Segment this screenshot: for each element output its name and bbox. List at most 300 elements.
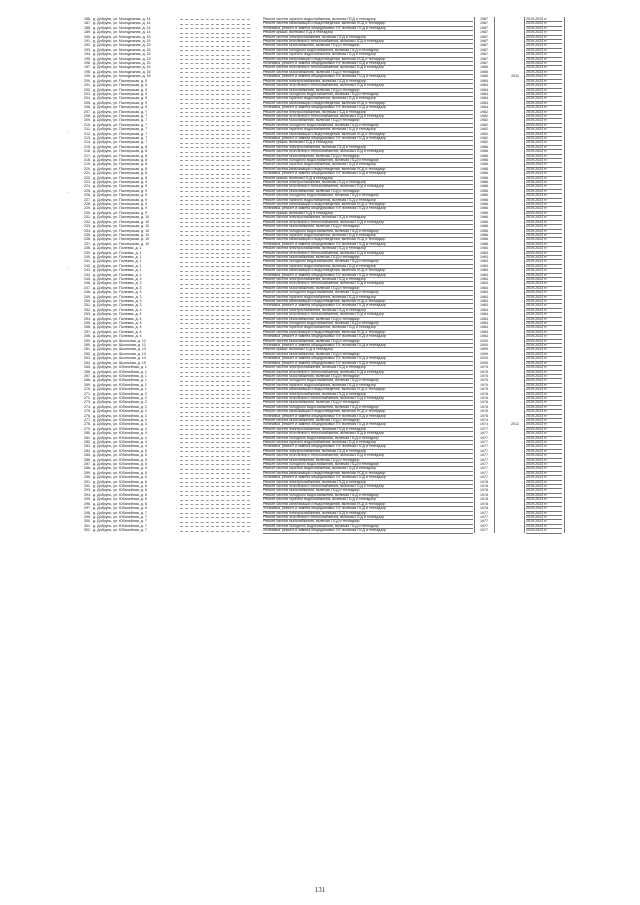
row-blank-field — [180, 65, 250, 68]
row-planned-period: 2019-2023 гг. — [526, 132, 562, 137]
row-address: д. Добрунь, ул. Юбилейная, д. 2 — [93, 413, 147, 418]
row-work-type: Ремонт систем канализации и водоотведения, включая ПСД и технадзор — [263, 21, 473, 26]
row-work-type: Ремонт систем канализации и водоотведения, включая ПСД и технадзор — [263, 409, 473, 414]
row-number: 186. — [84, 17, 91, 21]
row-build-year: 1983 — [480, 281, 488, 286]
row-address: д. Добрунь, ул. Полевая, д. 4 — [93, 316, 142, 321]
row-address: д. Добрунь, ул. Молодежная, д. 15 — [93, 43, 151, 48]
row-build-year: 1983 — [480, 259, 488, 264]
row-work-type: Ремонт систем газоснабжения, включая ПСД и технадзор — [263, 400, 473, 405]
row-blank-field — [180, 229, 250, 232]
row-address: д. Добрунь, ул. Молодежная, д. 16 — [93, 65, 151, 70]
row-planned-period: 2019-2023 гг. — [526, 409, 562, 414]
row-planned-period: 2019-2023 гг. — [526, 171, 562, 176]
row-blank-field — [180, 140, 250, 143]
row-blank-field — [180, 176, 250, 179]
row-address: д. Добрунь, ул. Полевая, д. 3 — [93, 303, 142, 308]
row-address: д. Добрунь, ул. Полевая, д. 1 — [93, 246, 142, 251]
row-build-year: 1977 — [480, 426, 488, 431]
row-address: д. Добрунь, ул. Полевая, д. 4 — [93, 312, 142, 317]
row-work-type: Ремонт систем горячего водоснабжения, включая ПСД и технадзор — [263, 233, 473, 238]
row-number: 224. — [84, 184, 91, 189]
row-address: д. Добрунь, ул. Юбилейная, д. 6 — [93, 497, 147, 502]
row-work-type: Ремонт систем горячего водоснабжения, включая ПСД и технадзор — [263, 295, 473, 300]
row-number: 297. — [84, 506, 91, 511]
row-blank-field — [180, 436, 250, 439]
row-number: 188. — [84, 25, 91, 30]
row-address: д. Добрунь, ул. Полевая, д. 1 — [93, 254, 142, 259]
row-blank-field — [180, 396, 250, 399]
row-build-year: 1984 — [480, 100, 488, 105]
row-planned-period: 2019-2023 гг. — [526, 215, 562, 220]
row-blank-field — [180, 105, 250, 108]
row-number: 302. — [84, 528, 91, 533]
row-work-type: Ремонт систем отопления и теплоснабжения, включая ПСД и технадзор — [263, 114, 473, 119]
row-build-year: 1983 — [480, 263, 488, 268]
row-address: д. Добрунь, ул. Юбилейная, д. 6 — [93, 484, 147, 489]
row-number: 228. — [84, 202, 91, 207]
row-address: д. Добрунь, ул. Юбилейная, д. 7 — [93, 519, 147, 524]
row-planned-period: 2019-2023 гг. — [526, 39, 562, 44]
row-planned-period: 2019-2023 гг. — [526, 361, 562, 366]
row-address: д. Добрунь, ул. Пионерская, д. 10 — [93, 215, 150, 220]
row-number: 201. — [84, 83, 91, 88]
row-work-type: Ремонт систем отопления и теплоснабжения, включая ПСД и технадзор — [263, 184, 473, 189]
row-build-year: 1984 — [480, 316, 488, 321]
row-address: д. Добрунь, ул. Юбилейная, д. 5 — [93, 470, 147, 475]
row-blank-field — [180, 114, 250, 117]
row-planned-period: 2019-2023 гг. — [526, 110, 562, 115]
row-blank-field — [180, 427, 250, 430]
row-planned-period: 2019-2023 гг. — [526, 431, 562, 436]
row-blank-field — [180, 92, 250, 95]
row-build-year: 1977 — [480, 462, 488, 467]
row-work-type: Ремонт систем газоснабжения, включая ПСД и технадзор — [263, 70, 473, 75]
row-address: д. Добрунь, ул. Полевая, д. 4 — [93, 334, 142, 339]
row-blank-field — [180, 281, 250, 284]
row-planned-period: 2019-2023 гг. — [526, 422, 562, 427]
row-blank-field — [180, 206, 250, 209]
row-planned-period: 2019-2023 гг. — [526, 493, 562, 498]
row-planned-period: 2019-2023 гг. — [526, 105, 562, 110]
row-planned-period: 2019-2023 гг. — [526, 330, 562, 335]
row-build-year: 1977 — [480, 470, 488, 475]
row-build-year: 1986 — [480, 149, 488, 154]
row-planned-period: 2019-2023 гг. — [526, 281, 562, 286]
row-planned-period: 2019-2023 гг. — [526, 511, 562, 516]
row-number: 285. — [84, 453, 91, 458]
row-blank-field — [180, 352, 250, 355]
row-number: 227. — [84, 197, 91, 202]
row-build-year: 1975 — [480, 387, 488, 392]
row-planned-period: 2019-2023 гг. — [526, 286, 562, 291]
row-blank-field — [180, 480, 250, 483]
row-build-year: 1984 — [480, 91, 488, 96]
row-build-year: 1978 — [480, 484, 488, 489]
row-build-year: 1985 — [480, 69, 488, 74]
row-planned-period: 2019-2023 гг. — [526, 308, 562, 313]
row-address: д. Добрунь, ул. Пионерская, д. 5 — [93, 100, 148, 105]
row-planned-period: 2019-2023 гг. — [526, 524, 562, 529]
row-planned-period: 2019-2023 гг. — [526, 436, 562, 441]
row-blank-field — [180, 52, 250, 55]
row-work-type: Ремонт систем канализации и водоотведения, включая ПСД и технадзор — [263, 167, 473, 172]
row-blank-field — [180, 39, 250, 42]
row-planned-period: 2019-2023 гг. — [526, 458, 562, 463]
row-blank-field — [180, 466, 250, 469]
row-address: д. Добрунь, ул. Пионерская, д. 8 — [93, 175, 148, 180]
row-build-year: 1986 — [480, 158, 488, 162]
row-work-type: Ремонт систем горячего водоснабжения, включая ПСД и технадзор — [263, 17, 473, 22]
row-address: д. Добрунь, ул. Юбилейная, д. 1 — [93, 387, 147, 392]
row-planned-period: 2019-2023 гг. — [526, 418, 562, 423]
row-planned-period: 2019-2023 гг. — [526, 26, 562, 31]
row-work-type: Ремонт систем газоснабжения, включая ПСД и технадзор — [263, 118, 473, 123]
row-address: д. Добрунь, ул. Молодежная, д. 15 — [93, 61, 151, 66]
row-build-year: 2000 — [480, 343, 488, 348]
row-planned-period: 2019-2023 гг. — [526, 427, 562, 432]
row-number: 300. — [84, 519, 91, 524]
row-blank-field — [180, 462, 250, 465]
row-blank-field — [180, 497, 250, 500]
row-work-type: Ремонт систем газоснабжения, включая ПСД и технадзор — [263, 224, 473, 229]
row-blank-field — [180, 290, 250, 293]
row-planned-period: 2019-2023 гг. — [526, 264, 562, 269]
row-address: д. Добрунь, ул. Юбилейная, д. 2 — [93, 404, 147, 409]
row-number: 270. — [84, 387, 91, 392]
row-planned-period: 2019-2023 гг. — [526, 154, 562, 159]
row-work-type: Ремонт крыши, включая ПСД и технадзор — [263, 30, 473, 35]
row-number: 203. — [84, 91, 91, 96]
row-blank-field — [180, 400, 250, 403]
row-address: д. Добрунь, ул. Молодежная, д. 15 — [93, 52, 151, 57]
row-address: д. Добрунь, ул. Пионерская, д. 8 — [93, 162, 148, 167]
row-work-type: Ремонт систем горячего водоснабжения, включая ПСД и технадзор — [263, 383, 473, 388]
row-planned-period: 2019-2023 гг. — [526, 400, 562, 405]
row-number: 194. — [84, 52, 91, 57]
row-work-type: Ремонт систем газоснабжения, включая ПСД и технадзор — [263, 255, 473, 260]
row-address: д. Добрунь, ул. Юбилейная, д. 6 — [93, 501, 147, 506]
row-work-type: Ремонт систем электроснабжения, включая ПСД и технадзор — [263, 511, 473, 516]
row-build-year: 1975 — [480, 369, 488, 374]
row-planned-period: 2019-2023 гг. — [526, 440, 562, 445]
row-work-type: Ремонт систем отопления и теплоснабжения, включая ПСД и технадзор — [263, 484, 473, 489]
row-blank-field — [180, 211, 250, 214]
row-blank-field — [180, 308, 250, 311]
row-planned-period: 2019-2023 гг. — [526, 396, 562, 401]
row-number: 251. — [84, 303, 91, 308]
row-planned-period: 2019-2023 гг. — [526, 259, 562, 264]
row-build-year: 1987 — [480, 21, 488, 26]
row-work-type: Ремонт систем горячего водоснабжения, включая ПСД и технадзор — [263, 325, 473, 330]
row-address: д. Добрунь, ул. Юбилейная, д. 1 — [93, 382, 147, 387]
register-table — [80, 17, 580, 533]
row-build-year: 1986 — [480, 153, 488, 158]
row-address: д. Добрунь, ул. Полевая, д. 3 — [93, 285, 142, 290]
row-planned-period: 2019-2023 гг. — [526, 502, 562, 507]
row-build-year: 1977 — [480, 444, 488, 449]
row-work-type: Ремонт систем газоснабжения, включая ПСД и технадзор — [263, 43, 473, 48]
row-address: д. Добрунь, ул. Пионерская, д. 9 — [93, 188, 148, 193]
row-build-year: 1986 — [480, 171, 488, 176]
row-number: 257. — [84, 329, 91, 334]
row-address: д. Добрунь, ул. Полевая, д. 3 — [93, 299, 142, 303]
row-work-type: Ремонт систем газоснабжения, включая ПСД и технадзор — [263, 418, 473, 423]
row-address: д. Добрунь, ул. Полевая, д. 1 — [93, 259, 142, 264]
row-number: 202. — [84, 87, 91, 92]
row-number: 268. — [84, 378, 91, 383]
row-build-year: 1986 — [480, 228, 488, 233]
row-blank-field — [180, 312, 250, 315]
row-work-type: Ремонт систем горячего водоснабжения, включая ПСД и технадзор — [263, 497, 473, 502]
row-blank-field — [180, 268, 250, 271]
row-blank-field — [180, 392, 250, 395]
row-address: д. Добрунь, ул. Полевая, д. 3 — [93, 276, 142, 281]
row-number: 265. — [84, 365, 91, 370]
row-planned-period: 2019-2023 гг. — [526, 515, 562, 520]
row-work-type: Установка, ремонт и замена общедомовых ПУ, включая ПСД и технадзор — [263, 334, 473, 339]
row-number: 193. — [84, 47, 91, 52]
row-number: 197. — [84, 65, 91, 70]
row-build-year: 1976 — [480, 391, 488, 396]
row-number: 215. — [84, 144, 91, 149]
row-address: д. Добрунь, ул. Полевая, д. 3 — [93, 294, 142, 299]
row-work-type: Ремонт систем электроснабжения, включая ПСД и технадзор — [263, 480, 473, 485]
row-blank-field — [180, 449, 250, 452]
row-blank-field — [180, 215, 250, 218]
row-blank-field — [180, 96, 250, 99]
row-blank-field — [180, 180, 250, 183]
row-number: 234. — [84, 228, 91, 233]
row-number: 245. — [84, 276, 91, 281]
row-number: 210. — [84, 122, 91, 127]
row-planned-period: 2019-2023 гг. — [526, 74, 562, 79]
row-work-type: Ремонт систем канализации и водоотведения, включая ПСД и технадзор — [263, 330, 473, 335]
row-planned-period: 2019-2023 гг. — [526, 65, 562, 70]
row-build-year: 1987 — [480, 30, 488, 35]
row-work-type: Установка, ремонт и замена общедомовых ПУ, включая ПСД и технадзор — [263, 528, 473, 533]
row-address: д. Добрунь, ул. Полевая, д. 3 — [93, 281, 142, 286]
row-number: 263. — [84, 356, 91, 361]
row-work-type: Ремонт систем электроснабжения, включая ПСД и технадзор — [263, 180, 473, 185]
row-build-year: 1985 — [480, 74, 488, 79]
row-work-type: Ремонт систем холодного водоснабжения, включая ПСД и технадзор — [263, 524, 473, 529]
row-blank-field — [180, 264, 250, 267]
row-work-type: Ремонт крыши, включая ПСД и технадзор — [263, 140, 473, 145]
row-build-year: 1977 — [480, 440, 488, 444]
row-build-year: 1974 — [480, 422, 488, 427]
row-build-year: 1983 — [480, 254, 488, 259]
row-planned-period: 2019-2023 гг. — [526, 352, 562, 357]
row-address: д. Добрунь, ул. Пионерская, д. 8 — [93, 153, 148, 158]
row-number: 190. — [84, 34, 91, 39]
row-work-type: Ремонт систем электроснабжения, включая ПСД и технадзор — [263, 427, 473, 432]
row-build-year: 1987 — [480, 56, 488, 61]
row-planned-period: 2019-2023 гг. — [526, 198, 562, 203]
row-planned-period: 2019-2023 гг. — [526, 167, 562, 172]
row-build-year: 1977 — [480, 466, 488, 471]
row-blank-field — [180, 158, 250, 161]
row-planned-period: 2019-2023 гг. — [526, 149, 562, 154]
row-address: д. Добрунь, ул. Полевая, д. 3 — [93, 290, 142, 295]
row-work-type: Установка, ремонт и замена общедомовых ПУ, включая ПСД и технадзор — [263, 26, 473, 31]
row-number: 204. — [84, 96, 91, 101]
row-work-type: Ремонт систем канализации и водоотведения, включая ПСД и технадзор — [263, 502, 473, 507]
row-planned-period: 2019-2023 гг. — [526, 184, 562, 189]
row-work-type: Установка, ремонт и замена общедомовых ПУ, включая ПСД и технадзор — [263, 136, 473, 141]
row-blank-field — [180, 440, 250, 443]
row-work-type: Ремонт систем холодного водоснабжения, включая ПСД и технадзор — [263, 158, 473, 163]
row-blank-field — [180, 295, 250, 298]
row-work-type: Ремонт систем отопления и теплоснабжения, включая ПСД и технадзор — [263, 83, 473, 88]
row-number: 287. — [84, 462, 91, 467]
row-build-year: 1984 — [480, 307, 488, 312]
row-build-year: 2005 — [480, 360, 488, 365]
row-address: д. Добрунь, ул. Пионерская, д. 7 — [93, 113, 148, 118]
row-address: д. Добрунь, ул. Юбилейная, д. 2 — [93, 391, 147, 396]
row-number: 278. — [84, 422, 91, 427]
row-address: д. Добрунь, ул. Пионерская, д. 8 — [93, 144, 148, 149]
row-build-year: 1976 — [480, 400, 488, 405]
row-build-year: 1987 — [480, 39, 488, 44]
row-blank-field — [180, 171, 250, 174]
row-blank-field — [180, 343, 250, 346]
row-number: 288. — [84, 466, 91, 471]
row-planned-period: 2019-2023 гг. — [526, 343, 562, 348]
row-address: д. Добрунь, ул. Юбилейная, д. 5 — [93, 448, 147, 453]
row-build-year: 1977 — [480, 431, 488, 436]
row-address: д. Добрунь, ул. Юбилейная, д. 6 — [93, 506, 147, 511]
row-planned-period: 2019-2023 гг. — [526, 405, 562, 410]
row-build-year: 1986 — [480, 188, 488, 193]
row-build-year: 1987 — [480, 47, 488, 52]
row-work-type: Установка, ремонт и замена общедомовых ПУ, включая ПСД и технадзор — [263, 414, 473, 419]
row-blank-field — [180, 88, 250, 91]
row-blank-field — [180, 471, 250, 474]
row-address: д. Добрунь, ул. Полевая, д. 1 — [93, 250, 142, 255]
row-build-year: 1986 — [480, 197, 488, 202]
row-build-year: 1986 — [480, 162, 488, 167]
row-planned-period: 2019-2023 гг. — [526, 57, 562, 62]
row-number: 253. — [84, 312, 91, 317]
row-work-type: Установка, ремонт и замена общедомовых ПУ, включая ПСД и технадзор — [263, 506, 473, 511]
row-address: д. Добрунь, ул. Пионерская, д. 9 — [93, 206, 148, 211]
row-address: д. Добрунь, ул. Юбилейная, д. 4 — [93, 435, 147, 440]
row-work-type: Ремонт систем электроснабжения, включая ПСД и технадзор — [263, 277, 473, 282]
row-planned-period: 2019-2023 гг. — [526, 246, 562, 251]
row-blank-field — [180, 506, 250, 509]
row-address: д. Добрунь, ул. Пионерская, д. 9 — [93, 202, 148, 207]
row-build-year: 1984 — [480, 321, 488, 326]
row-number: 260. — [84, 343, 91, 348]
row-number: 277. — [84, 417, 91, 422]
row-blank-field — [180, 515, 250, 518]
row-work-type: Ремонт систем газоснабжения, включая ПСД и технадзор — [263, 154, 473, 159]
row-last-repair-year: 2012 — [511, 422, 519, 427]
row-planned-period: 2019-2023 гг. — [526, 453, 562, 458]
row-address: д. Добрунь, ул. Молодежная, д. 14 — [93, 30, 151, 35]
row-number: 247. — [84, 285, 91, 290]
row-blank-field — [180, 43, 250, 46]
row-address: д. Добрунь, ул. Пионерская, д. 7 — [93, 140, 148, 145]
row-number: 282. — [84, 440, 91, 444]
row-planned-period: 2019-2023 гг. — [526, 519, 562, 524]
row-number: 250. — [84, 299, 91, 303]
row-work-type: Ремонт систем отопления и теплоснабжения, включая ПСД и технадзор — [263, 65, 473, 70]
row-build-year: 1986 — [480, 224, 488, 229]
row-blank-field — [180, 414, 250, 417]
row-number: 196. — [84, 61, 91, 66]
row-build-year: 1983 — [480, 303, 488, 308]
row-number: 205. — [84, 100, 91, 105]
row-work-type: Ремонт систем холодного водоснабжения, включая ПСД и технадзор — [263, 378, 473, 383]
row-number: 242. — [84, 263, 91, 268]
row-number: 259. — [84, 338, 91, 343]
row-address: д. Добрунь, ул. Пионерская, д. 10 — [93, 224, 150, 229]
row-work-type: Ремонт систем холодного водоснабжения, включая ПСД и технадзор — [263, 259, 473, 264]
row-address: д. Добрунь, ул. Пионерская, д. 10 — [93, 228, 150, 233]
row-build-year: 1983 — [480, 272, 488, 277]
row-planned-period: 2019-2023 гг. — [526, 299, 562, 304]
row-number: 229. — [84, 206, 91, 211]
row-build-year: 1975 — [480, 382, 488, 387]
row-blank-field — [180, 493, 250, 496]
row-work-type: Ремонт систем отопления и теплоснабжения, включая ПСД и технадзор — [263, 149, 473, 154]
row-work-type: Ремонт систем канализации и водоотведения, включая ПСД и технадзор — [263, 387, 473, 392]
row-blank-field — [180, 475, 250, 478]
row-build-year: 1978 — [480, 488, 488, 493]
row-work-type: Ремонт систем электроснабжения, включая ПСД и технадзор — [263, 145, 473, 150]
row-planned-period: 2019-2023 гг. — [526, 127, 562, 132]
row-work-type: Ремонт систем электроснабжения, включая ПСД и технадзор — [263, 79, 473, 84]
row-number: 206. — [84, 105, 91, 110]
row-work-type: Установка, ремонт и замена общедомовых ПУ, включая ПСД и технадзор — [263, 61, 473, 66]
row-number: 232. — [84, 219, 91, 224]
row-blank-field — [180, 378, 250, 381]
row-build-year: 1986 — [480, 219, 488, 224]
row-work-type: Установка, ремонт и замена общедомовых ПУ, включая ПСД и технадзор — [263, 361, 473, 366]
row-address: д. Добрунь, ул. Школьная, д. 13 — [93, 347, 146, 352]
row-work-type: Ремонт систем горячего водоснабжения, включая ПСД и технадзор — [263, 198, 473, 203]
row-address: д. Добрунь, ул. Юбилейная, д. 4 — [93, 444, 147, 449]
row-planned-period: 2019-2023 гг. — [526, 43, 562, 48]
row-address: д. Добрунь, ул. Юбилейная, д. 4 — [93, 431, 147, 436]
row-build-year: 1977 — [480, 514, 488, 519]
row-work-type: Ремонт систем канализации и водоотведения, включая ПСД и технадзор — [263, 471, 473, 476]
row-work-type: Ремонт систем отопления и теплоснабжения, включая ПСД и технадзор — [263, 220, 473, 225]
row-planned-period: 2019-2023 гг. — [526, 365, 562, 370]
row-number: 187. — [84, 21, 91, 26]
row-address: д. Добрунь, ул. Пионерская, д. 5 — [93, 83, 148, 88]
row-blank-field — [180, 484, 250, 487]
row-work-type: Установка, ремонт и замена общедомовых ПУ, включая ПСД и технадзор — [263, 171, 473, 176]
row-work-type: Ремонт систем отопления и теплоснабжения, включая ПСД и технадзор — [263, 515, 473, 520]
row-blank-field — [180, 444, 250, 447]
row-build-year: 1986 — [480, 193, 488, 198]
row-planned-period: 2019-2023 гг. — [526, 158, 562, 163]
row-address: д. Добрунь, ул. Полевая, д. 4 — [93, 321, 142, 326]
row-address: д. Добрунь, ул. Юбилейная, д. 3 — [93, 417, 147, 422]
row-number: 249. — [84, 294, 91, 299]
row-work-type: Установка, ремонт и замена общедомовых ПУ, включая ПСД и технадзор — [263, 74, 473, 79]
row-planned-period: 2019-2023 гг. — [526, 162, 562, 167]
row-number: 231. — [84, 215, 91, 220]
row-number: 258. — [84, 334, 91, 339]
row-work-type: Ремонт систем отопления и теплоснабжения, включая ПСД и технадзор — [263, 370, 473, 375]
row-planned-period: 2019-2023 гг. — [526, 290, 562, 295]
row-planned-period: 2019-2023 гг. — [526, 229, 562, 234]
row-build-year: 1983 — [480, 268, 488, 273]
